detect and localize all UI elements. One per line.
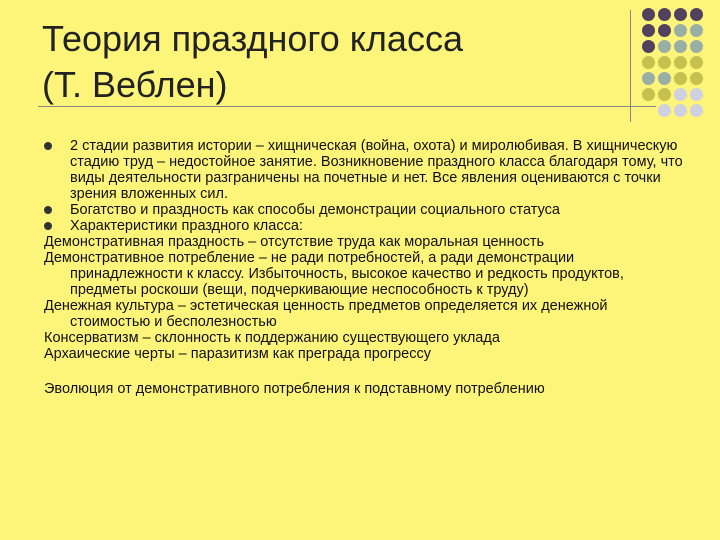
- spacer: [44, 362, 684, 381]
- text-line: Денежная культура – эстетическая ценность предметов определяется их денежной стоимостью и бесполезностью: [44, 298, 608, 330]
- text-line: Демонстративная праздность – отсутствие труда как моральная ценность: [44, 234, 545, 250]
- decor-dot: [674, 88, 687, 101]
- bullet-text: Богатство и праздность как способы демонстрации социального статуса: [70, 202, 560, 218]
- decor-dot: [642, 56, 655, 69]
- text-line: Эволюция от демонстративного потребления к подставному потреблению: [44, 381, 545, 397]
- slide-title-line2: (Т. Веблен): [42, 64, 228, 105]
- decor-dot: [658, 40, 671, 53]
- decor-dot: [642, 40, 655, 53]
- decor-dot: [658, 56, 671, 69]
- decor-dot: [690, 56, 703, 69]
- bullet-dot-icon: [44, 222, 52, 230]
- decor-dot: [690, 72, 703, 85]
- decor-dot: [642, 104, 655, 117]
- bullet-item: [44, 218, 684, 234]
- decor-dot: [658, 8, 671, 21]
- decor-dot: [690, 40, 703, 53]
- decor-dot: [642, 8, 655, 21]
- decor-dot: [658, 24, 671, 37]
- slide-title-line1: Теория праздного класса: [42, 18, 463, 59]
- bullet-item: [44, 138, 684, 202]
- decor-dot: [674, 24, 687, 37]
- decor-dot: [674, 56, 687, 69]
- decor-dot: [690, 24, 703, 37]
- bullet-dot-icon: [44, 206, 52, 214]
- decor-dot: [690, 8, 703, 21]
- decor-horizontal-line: [38, 106, 656, 107]
- decor-dot: [674, 72, 687, 85]
- decor-dot: [674, 104, 687, 117]
- decor-dot: [658, 104, 671, 117]
- bullet-item: [44, 202, 684, 218]
- decor-dot: [642, 72, 655, 85]
- bullet-text: 2 стадии развития истории – хищническая (война, охота) и миролюбивая. В хищническую стадию труд – недостойное занятие. Возникновение праздного класса благодаря тому, что виды деятельности разграничены на почетные и нет. Все явления оцениваются с точки зрения вложенных сил.: [70, 138, 683, 202]
- decor-dot: [674, 8, 687, 21]
- slide-title: [42, 16, 463, 108]
- text-line: Консерватизм – склонность к поддержанию существующего уклада: [44, 330, 500, 346]
- decor-dot: [642, 24, 655, 37]
- text-line: Архаические черты – паразитизм как преграда прогрессу: [44, 346, 431, 362]
- decor-dot: [658, 72, 671, 85]
- bullet-dot-icon: [44, 142, 52, 150]
- decor-dot-grid: [642, 8, 704, 118]
- decor-dot: [642, 88, 655, 101]
- decor-dot: [658, 88, 671, 101]
- decor-dot: [690, 88, 703, 101]
- decor-dot: [674, 40, 687, 53]
- decor-dot: [690, 104, 703, 117]
- bullet-text: Характеристики праздного класса:: [70, 218, 303, 234]
- slide-body: [44, 138, 684, 397]
- text-line: Демонстративное потребление – не ради потребностей, а ради демонстрации принадлежности к классу. Избыточность, высокое качество и редкость продуктов, предметы роскоши (вещи, подчеркивающие неспособность к труду): [44, 250, 624, 298]
